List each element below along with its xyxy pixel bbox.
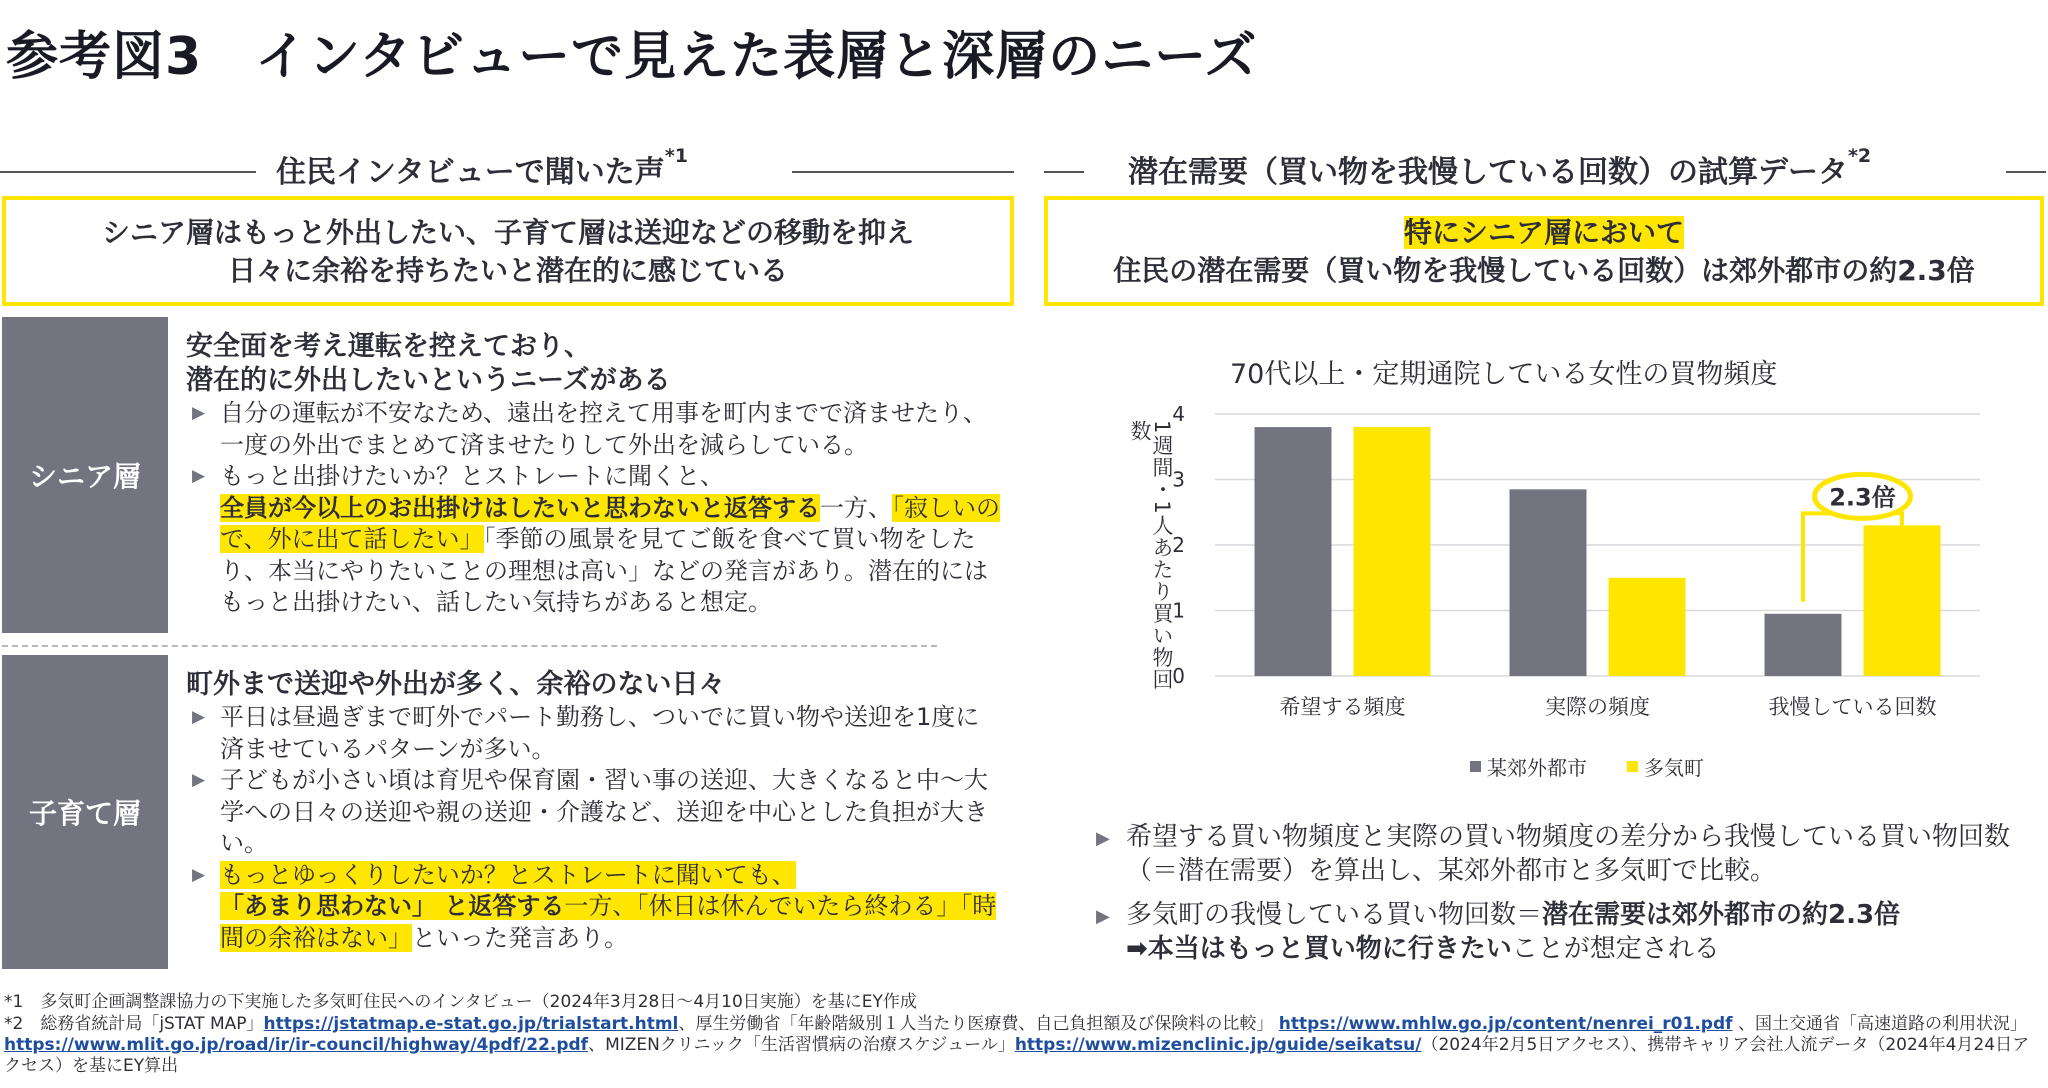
right-section-heading: 潜在需要（買い物を我慢している回数）の試算データ$^{*2}$ [1128,145,1872,190]
parenting-content [186,668,1001,954]
y-tick-label: 3 [1172,467,1185,492]
divider [2,645,937,647]
chart-title: 70代以上・定期通院している女性の買物頻度 [1230,359,1778,390]
y-axis-label: 1週間・1人あたり買い物回数 [1128,420,1174,691]
senior-content [186,330,1001,619]
parenting-heading: 町外まで送迎や外出が多く、余裕のない日々 [186,669,726,700]
legend-label: 多気町 [1644,756,1704,780]
summary-line: 住民の潜在需要（買い物を我慢している回数）は郊外都市の約2.3倍 [1113,254,1975,287]
segment-label-senior: シニア層 [2,317,168,633]
list-item: ▶ 平日は昼過ぎまで町外でパート勤務し、ついでに買い物や送迎を1度に済ませているパターンが多い。 [192,703,980,763]
source-link[interactable]: https://www.mhlw.go.jp/content/nenrei_r01.pdf [1278,1014,1733,1034]
y-tick-label: 2 [1172,533,1185,557]
list-item: ▶ 多気町の我慢している買い物回数＝潜在需要は郊外都市の約2.3倍 ➡本当はもっと買い物に行きたいことが想定される [1096,900,1901,964]
chart-legend [1470,752,1704,781]
legend-item [1627,752,1704,781]
left-summary-box [2,196,1014,306]
list-item: ▶ もっと出掛けたいか？とストレートに聞くと、 全員が今以上のお出掛けはしたいと思わないと返答する一方、「寂しいので、外に出て話したい」「季節の風景を見てご飯を食べて買い物をしたり、本当にやりたいことの理想は高い」などの発言があり。潜在的にはもっと出掛けたい、話したい気持ちがあると想定。 [192,462,1000,616]
chart-notes [1090,820,2040,966]
list-item: ▶ 希望する買い物頻度と実際の買い物頻度の差分から我慢している買い物回数（＝潜在需要）を算出し、某郊外都市と多気町で比較。 [1096,822,2011,886]
bar [1510,489,1587,676]
page-title: 参考図3 インタビューで見えた表層と深層のニーズ [6,27,1258,87]
segment-label-parenting: 子育て層 [2,655,168,969]
bar [1609,578,1686,676]
divider [2006,171,2046,173]
x-tick-label: 我慢している回数 [1768,695,1937,719]
source-link[interactable]: https://www.mizenclinic.jp/guide/seikatsu/ [1014,1035,1422,1055]
list-item: ▶ もっとゆっくりしたいか？とストレートに聞いても、 「あまり思わない」 と返答する一方、「休日は休んでいたら終わる」「時間の余裕はない」といった発言あり。 [192,860,997,952]
list-item: ▶ 自分の運転が不安なため、遠出を控えて用事を町内までで済ませたり、一度の外出でまとめて済ませたりして外出を減らしている。 [192,399,988,459]
bar [1255,427,1332,676]
legend-swatch [1627,761,1638,772]
summary-highlight: 特にシニア層において [1403,216,1684,249]
bar-chart [1140,390,2000,730]
divider [0,171,256,173]
y-tick-label: 4 [1172,402,1185,426]
senior-heading: 安全面を考え運転を控えており、 潜在的に外出したいというニーズがある [186,331,671,396]
right-summary-box [1044,196,2044,306]
summary-line: 日々に余裕を持ちたいと潜在的に感じている [227,254,788,287]
legend-swatch [1470,761,1481,772]
x-tick-label: 実際の頻度 [1545,695,1650,719]
annotation-label: 2.3倍 [1829,483,1896,512]
y-tick-label: 0 [1172,664,1185,688]
source-link[interactable]: https://www.mlit.go.jp/road/ir/ir-council/highway/4pdf/22.pdf [4,1035,589,1055]
summary-line: シニア層はもっと外出したい、子育て層は送迎などの移動を抑え [101,216,914,249]
bar [1864,525,1941,676]
divider [792,171,1014,173]
legend-item [1470,752,1587,781]
bar [1765,614,1842,676]
source-link[interactable]: https://jstatmap.e-stat.go.jp/trialstart.html [263,1014,679,1034]
list-item: ▶ 子どもが小さい頃は育児や保育園・習い事の送迎、大きくなると中〜大学への日々の送迎や親の送迎・介護など、送迎を中心とした負担が大きい。 [192,766,988,857]
footnote-1: *1 多気町企画調整課協力の下実施した多気町住民へのインタビュー（2024年3月28日〜4月10日実施）を基にEY作成 [4,992,917,1012]
legend-label: 某郊外都市 [1487,756,1587,780]
left-section-heading: 住民インタビューで聞いた声$^{*1}$ [276,145,688,190]
footnote-2: *2 総務省統計局「jSTAT MAP」https://jstatmap.e-stat.go.jp/trialstart.html、厚生労働省「年齢階級別１人当たり医療費、自己負担額及び保険料の比較」 https://www.mhlw.go.jp/content/nenrei_r01.pdf 、国土交通省「高速道路の利用状況」https://www.mlit.go.jp/road/ir/ir-council/highway/4pdf/22.pdf、MIZENクリニック「生活習慣病の治療スケジュール」https://www.mizenclinic.jp/guide/seikatsu/（2024年2月5日アクセス）、携帯キャリア会社人流データ（2024年4月24日アクセス）を基にEY算出 [4,1014,2030,1076]
bar [1354,427,1431,676]
x-tick-label: 希望する頻度 [1279,695,1406,719]
y-tick-label: 1 [1172,598,1185,623]
divider [1044,171,1084,173]
